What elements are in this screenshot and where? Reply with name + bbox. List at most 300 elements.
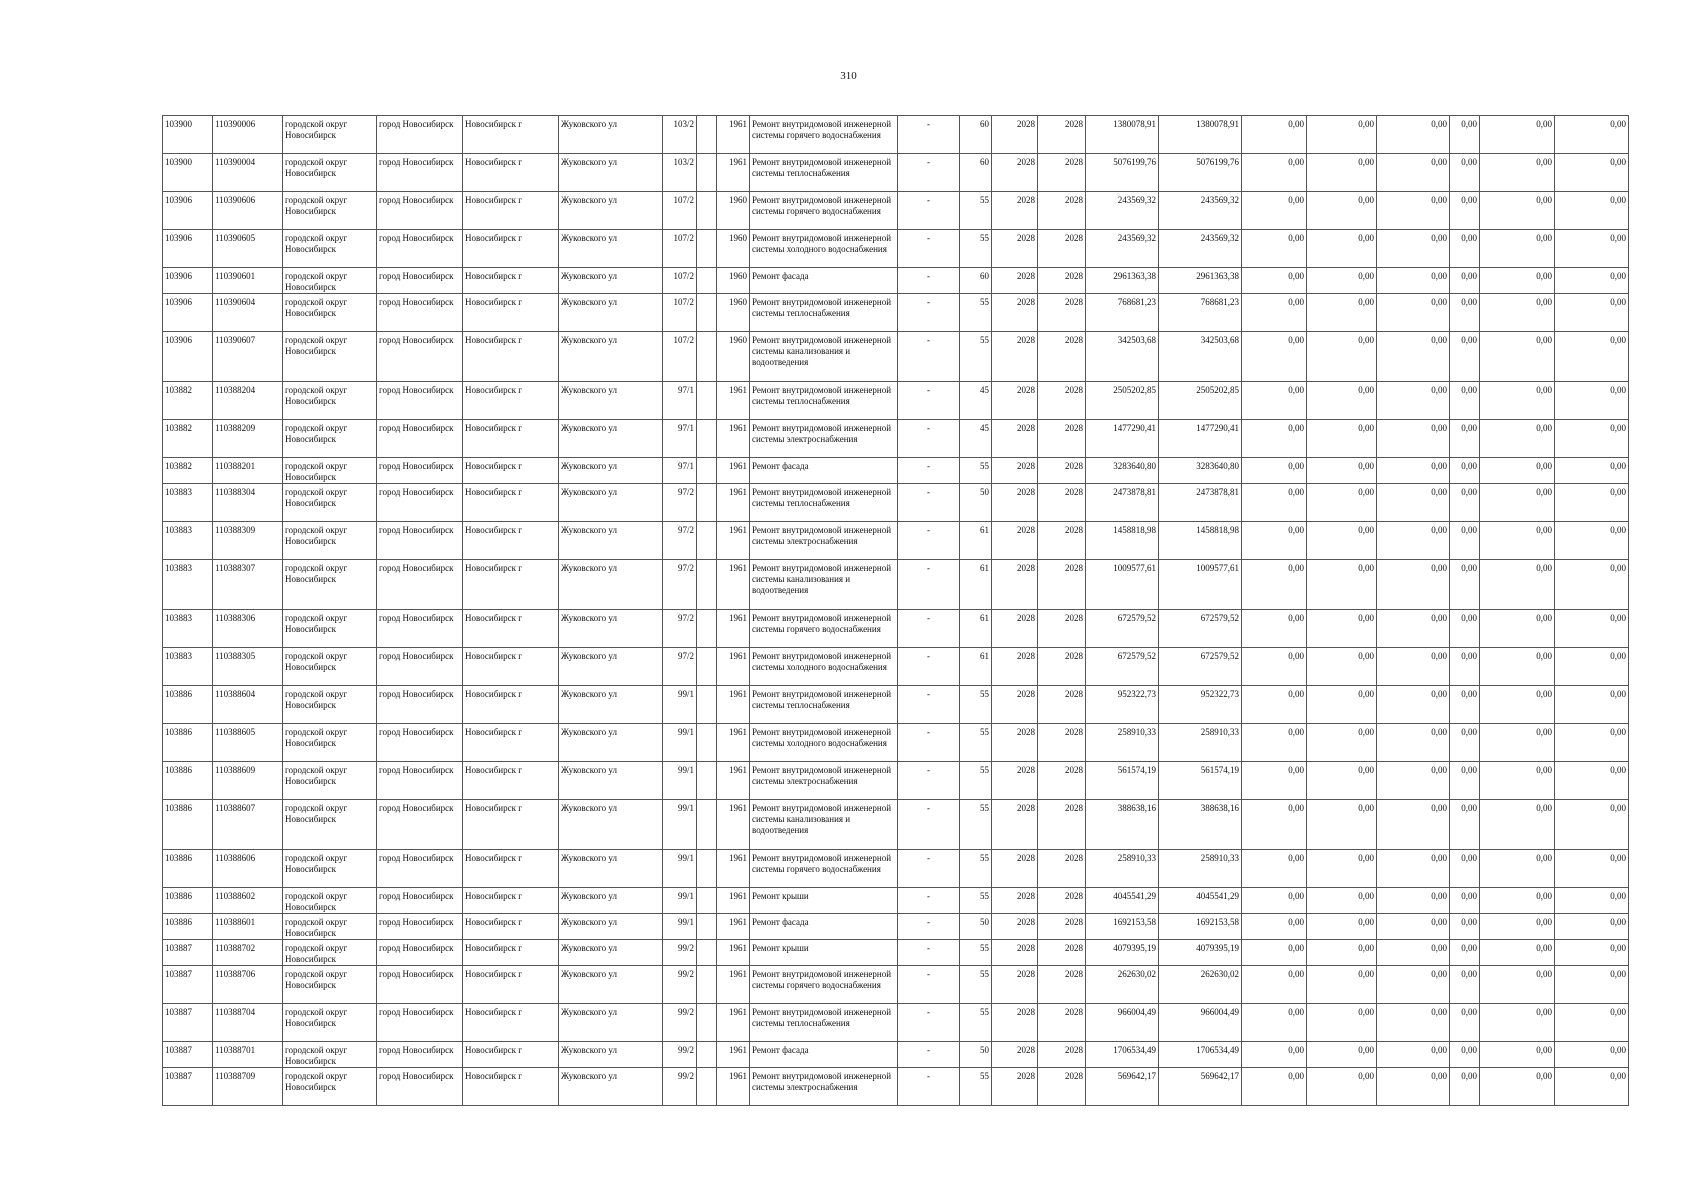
cell-house-number: 99/2 bbox=[663, 940, 697, 966]
cell-wear-percent: 55 bbox=[960, 940, 992, 966]
cell-cost-owners: 569642,17 bbox=[1159, 1068, 1242, 1106]
cell-element-id: 110388609 bbox=[213, 762, 283, 800]
cell-wear-percent: 45 bbox=[960, 382, 992, 420]
cell-locality: Новосибирск г bbox=[463, 686, 559, 724]
cell-fund-5: 0,00 bbox=[1480, 610, 1555, 648]
cell-dash: - bbox=[898, 294, 960, 332]
cell-cost-total: 1458818,98 bbox=[1086, 522, 1159, 560]
cell-building bbox=[697, 332, 717, 382]
cell-house-id: 103883 bbox=[163, 610, 213, 648]
cell-fund-1: 0,00 bbox=[1242, 888, 1307, 914]
cell-cost-owners: 388638,16 bbox=[1159, 800, 1242, 850]
cell-house-number: 97/2 bbox=[663, 560, 697, 610]
cell-fund-4: 0,00 bbox=[1450, 850, 1480, 888]
cell-cost-total: 3283640,80 bbox=[1086, 458, 1159, 484]
cell-street: Жуковского ул bbox=[559, 686, 663, 724]
cell-plan-year-start: 2028 bbox=[992, 382, 1038, 420]
cell-settlement: город Новосибирск bbox=[377, 192, 463, 230]
cell-settlement: город Новосибирск bbox=[377, 382, 463, 420]
cell-fund-1: 0,00 bbox=[1242, 800, 1307, 850]
cell-year-built: 1961 bbox=[717, 940, 750, 966]
cell-fund-4: 0,00 bbox=[1450, 610, 1480, 648]
cell-fund-3: 0,00 bbox=[1377, 800, 1450, 850]
cell-work-type: Ремонт внутридомовой инженерной системы теплоснабжения bbox=[750, 294, 898, 332]
table-row bbox=[163, 116, 1629, 154]
cell-wear-percent: 55 bbox=[960, 686, 992, 724]
cell-fund-2: 0,00 bbox=[1307, 966, 1377, 1004]
cell-building bbox=[697, 648, 717, 686]
cell-settlement: город Новосибирск bbox=[377, 116, 463, 154]
cell-house-number: 103/2 bbox=[663, 154, 697, 192]
cell-element-id: 110388702 bbox=[213, 940, 283, 966]
cell-fund-1: 0,00 bbox=[1242, 914, 1307, 940]
cell-locality: Новосибирск г bbox=[463, 850, 559, 888]
cell-cost-total: 4045541,29 bbox=[1086, 888, 1159, 914]
cell-fund-2: 0,00 bbox=[1307, 420, 1377, 458]
cell-settlement: город Новосибирск bbox=[377, 230, 463, 268]
cell-fund-5: 0,00 bbox=[1480, 1004, 1555, 1042]
cell-street: Жуковского ул bbox=[559, 1042, 663, 1068]
cell-cost-owners: 4045541,29 bbox=[1159, 888, 1242, 914]
cell-house-id: 103906 bbox=[163, 294, 213, 332]
cell-dash: - bbox=[898, 940, 960, 966]
cell-fund-6: 0,00 bbox=[1555, 1042, 1629, 1068]
cell-cost-total: 4079395,19 bbox=[1086, 940, 1159, 966]
table-row bbox=[163, 522, 1629, 560]
cell-wear-percent: 55 bbox=[960, 966, 992, 1004]
cell-house-id: 103882 bbox=[163, 420, 213, 458]
cell-fund-2: 0,00 bbox=[1307, 762, 1377, 800]
cell-fund-6: 0,00 bbox=[1555, 458, 1629, 484]
cell-locality: Новосибирск г bbox=[463, 484, 559, 522]
cell-year-built: 1961 bbox=[717, 724, 750, 762]
cell-fund-4: 0,00 bbox=[1450, 762, 1480, 800]
cell-building bbox=[697, 230, 717, 268]
cell-fund-5: 0,00 bbox=[1480, 560, 1555, 610]
cell-fund-2: 0,00 bbox=[1307, 332, 1377, 382]
cell-plan-year-start: 2028 bbox=[992, 230, 1038, 268]
cell-fund-3: 0,00 bbox=[1377, 686, 1450, 724]
cell-work-type: Ремонт внутридомовой инженерной системы горячего водоснабжения bbox=[750, 610, 898, 648]
cell-work-type: Ремонт внутридомовой инженерной системы теплоснабжения bbox=[750, 686, 898, 724]
cell-fund-4: 0,00 bbox=[1450, 1042, 1480, 1068]
cell-dash: - bbox=[898, 154, 960, 192]
cell-fund-3: 0,00 bbox=[1377, 610, 1450, 648]
cell-wear-percent: 60 bbox=[960, 268, 992, 294]
cell-municipality: городской округ Новосибирск bbox=[283, 940, 377, 966]
cell-municipality: городской округ Новосибирск bbox=[283, 484, 377, 522]
table-row bbox=[163, 294, 1629, 332]
cell-element-id: 110388605 bbox=[213, 724, 283, 762]
cell-house-number: 99/1 bbox=[663, 914, 697, 940]
cell-plan-year-start: 2028 bbox=[992, 800, 1038, 850]
cell-fund-4: 0,00 bbox=[1450, 940, 1480, 966]
cell-element-id: 110390601 bbox=[213, 268, 283, 294]
cell-fund-4: 0,00 bbox=[1450, 686, 1480, 724]
cell-year-built: 1961 bbox=[717, 484, 750, 522]
cell-fund-2: 0,00 bbox=[1307, 724, 1377, 762]
cell-plan-year-start: 2028 bbox=[992, 458, 1038, 484]
cell-plan-year-end: 2028 bbox=[1038, 484, 1086, 522]
cell-locality: Новосибирск г bbox=[463, 610, 559, 648]
cell-building bbox=[697, 966, 717, 1004]
cell-fund-3: 0,00 bbox=[1377, 940, 1450, 966]
cell-element-id: 110388209 bbox=[213, 420, 283, 458]
cell-fund-4: 0,00 bbox=[1450, 724, 1480, 762]
cell-plan-year-start: 2028 bbox=[992, 762, 1038, 800]
cell-wear-percent: 60 bbox=[960, 154, 992, 192]
cell-locality: Новосибирск г bbox=[463, 268, 559, 294]
cell-work-type: Ремонт внутридомовой инженерной системы теплоснабжения bbox=[750, 154, 898, 192]
cell-fund-4: 0,00 bbox=[1450, 1068, 1480, 1106]
cell-work-type: Ремонт внутридомовой инженерной системы электроснабжения bbox=[750, 1068, 898, 1106]
cell-fund-5: 0,00 bbox=[1480, 230, 1555, 268]
cell-fund-4: 0,00 bbox=[1450, 1004, 1480, 1042]
cell-street: Жуковского ул bbox=[559, 294, 663, 332]
cell-fund-2: 0,00 bbox=[1307, 850, 1377, 888]
cell-fund-6: 0,00 bbox=[1555, 230, 1629, 268]
cell-house-id: 103886 bbox=[163, 850, 213, 888]
cell-year-built: 1961 bbox=[717, 382, 750, 420]
cell-plan-year-end: 2028 bbox=[1038, 724, 1086, 762]
cell-cost-owners: 2505202,85 bbox=[1159, 382, 1242, 420]
cell-fund-4: 0,00 bbox=[1450, 800, 1480, 850]
cell-house-id: 103883 bbox=[163, 522, 213, 560]
cell-element-id: 110390004 bbox=[213, 154, 283, 192]
cell-house-number: 97/2 bbox=[663, 484, 697, 522]
cell-fund-5: 0,00 bbox=[1480, 1042, 1555, 1068]
table-row bbox=[163, 914, 1629, 940]
cell-plan-year-start: 2028 bbox=[992, 940, 1038, 966]
cell-fund-1: 0,00 bbox=[1242, 192, 1307, 230]
cell-fund-4: 0,00 bbox=[1450, 522, 1480, 560]
cell-fund-3: 0,00 bbox=[1377, 154, 1450, 192]
cell-municipality: городской округ Новосибирск bbox=[283, 294, 377, 332]
cell-municipality: городской округ Новосибирск bbox=[283, 420, 377, 458]
cell-house-id: 103900 bbox=[163, 116, 213, 154]
cell-fund-2: 0,00 bbox=[1307, 940, 1377, 966]
cell-cost-total: 1380078,91 bbox=[1086, 116, 1159, 154]
cell-fund-4: 0,00 bbox=[1450, 458, 1480, 484]
cell-street: Жуковского ул bbox=[559, 484, 663, 522]
cell-cost-total: 768681,23 bbox=[1086, 294, 1159, 332]
cell-house-id: 103883 bbox=[163, 560, 213, 610]
cell-fund-4: 0,00 bbox=[1450, 192, 1480, 230]
table-row bbox=[163, 762, 1629, 800]
cell-building bbox=[697, 1042, 717, 1068]
table-row bbox=[163, 888, 1629, 914]
cell-wear-percent: 61 bbox=[960, 560, 992, 610]
cell-building bbox=[697, 888, 717, 914]
cell-element-id: 110388309 bbox=[213, 522, 283, 560]
cell-fund-4: 0,00 bbox=[1450, 294, 1480, 332]
cell-plan-year-end: 2028 bbox=[1038, 230, 1086, 268]
cell-year-built: 1961 bbox=[717, 1004, 750, 1042]
cell-element-id: 110388602 bbox=[213, 888, 283, 914]
cell-building bbox=[697, 914, 717, 940]
cell-cost-total: 1692153,58 bbox=[1086, 914, 1159, 940]
cell-work-type: Ремонт внутридомовой инженерной системы теплоснабжения bbox=[750, 484, 898, 522]
cell-fund-5: 0,00 bbox=[1480, 458, 1555, 484]
cell-dash: - bbox=[898, 800, 960, 850]
cell-wear-percent: 55 bbox=[960, 888, 992, 914]
cell-work-type: Ремонт фасада bbox=[750, 458, 898, 484]
cell-fund-3: 0,00 bbox=[1377, 420, 1450, 458]
cell-fund-6: 0,00 bbox=[1555, 1004, 1629, 1042]
cell-year-built: 1960 bbox=[717, 268, 750, 294]
cell-fund-5: 0,00 bbox=[1480, 724, 1555, 762]
cell-house-number: 97/2 bbox=[663, 610, 697, 648]
cell-cost-total: 2505202,85 bbox=[1086, 382, 1159, 420]
cell-building bbox=[697, 116, 717, 154]
cell-work-type: Ремонт внутридомовой инженерной системы канализования и водоотведения bbox=[750, 332, 898, 382]
cell-plan-year-start: 2028 bbox=[992, 1068, 1038, 1106]
cell-fund-6: 0,00 bbox=[1555, 382, 1629, 420]
cell-dash: - bbox=[898, 420, 960, 458]
cell-fund-1: 0,00 bbox=[1242, 762, 1307, 800]
cell-plan-year-end: 2028 bbox=[1038, 940, 1086, 966]
cell-locality: Новосибирск г bbox=[463, 888, 559, 914]
cell-building bbox=[697, 382, 717, 420]
cell-settlement: город Новосибирск bbox=[377, 268, 463, 294]
cell-dash: - bbox=[898, 268, 960, 294]
cell-year-built: 1960 bbox=[717, 332, 750, 382]
cell-settlement: город Новосибирск bbox=[377, 1004, 463, 1042]
cell-fund-6: 0,00 bbox=[1555, 724, 1629, 762]
cell-fund-2: 0,00 bbox=[1307, 382, 1377, 420]
table-row bbox=[163, 850, 1629, 888]
cell-fund-2: 0,00 bbox=[1307, 230, 1377, 268]
cell-work-type: Ремонт внутридомовой инженерной системы электроснабжения bbox=[750, 522, 898, 560]
cell-cost-total: 2473878,81 bbox=[1086, 484, 1159, 522]
cell-element-id: 110388204 bbox=[213, 382, 283, 420]
cell-fund-5: 0,00 bbox=[1480, 914, 1555, 940]
cell-settlement: город Новосибирск bbox=[377, 762, 463, 800]
cell-cost-owners: 3283640,80 bbox=[1159, 458, 1242, 484]
cell-fund-3: 0,00 bbox=[1377, 1068, 1450, 1106]
cell-fund-1: 0,00 bbox=[1242, 686, 1307, 724]
cell-fund-4: 0,00 bbox=[1450, 648, 1480, 686]
cell-municipality: городской округ Новосибирск bbox=[283, 116, 377, 154]
cell-street: Жуковского ул bbox=[559, 724, 663, 762]
cell-fund-4: 0,00 bbox=[1450, 966, 1480, 1004]
table-row bbox=[163, 686, 1629, 724]
cell-municipality: городской округ Новосибирск bbox=[283, 560, 377, 610]
cell-municipality: городской округ Новосибирск bbox=[283, 966, 377, 1004]
cell-element-id: 110390607 bbox=[213, 332, 283, 382]
cell-street: Жуковского ул bbox=[559, 610, 663, 648]
cell-cost-total: 258910,33 bbox=[1086, 850, 1159, 888]
table-row bbox=[163, 724, 1629, 762]
table-row bbox=[163, 1042, 1629, 1068]
cell-house-id: 103882 bbox=[163, 382, 213, 420]
cell-cost-total: 2961363,38 bbox=[1086, 268, 1159, 294]
cell-fund-5: 0,00 bbox=[1480, 1068, 1555, 1106]
cell-wear-percent: 55 bbox=[960, 192, 992, 230]
cell-fund-5: 0,00 bbox=[1480, 762, 1555, 800]
cell-dash: - bbox=[898, 1004, 960, 1042]
cell-element-id: 110388604 bbox=[213, 686, 283, 724]
cell-plan-year-end: 2028 bbox=[1038, 154, 1086, 192]
cell-fund-3: 0,00 bbox=[1377, 230, 1450, 268]
cell-building bbox=[697, 294, 717, 332]
cell-dash: - bbox=[898, 560, 960, 610]
cell-fund-6: 0,00 bbox=[1555, 484, 1629, 522]
cell-street: Жуковского ул bbox=[559, 648, 663, 686]
cell-dash: - bbox=[898, 914, 960, 940]
cell-fund-3: 0,00 bbox=[1377, 914, 1450, 940]
cell-fund-5: 0,00 bbox=[1480, 800, 1555, 850]
cell-fund-2: 0,00 bbox=[1307, 610, 1377, 648]
cell-house-id: 103886 bbox=[163, 762, 213, 800]
cell-house-number: 107/2 bbox=[663, 294, 697, 332]
table-row bbox=[163, 1004, 1629, 1042]
cell-fund-6: 0,00 bbox=[1555, 940, 1629, 966]
cell-street: Жуковского ул bbox=[559, 332, 663, 382]
cell-house-number: 97/1 bbox=[663, 382, 697, 420]
cell-cost-total: 952322,73 bbox=[1086, 686, 1159, 724]
cell-fund-3: 0,00 bbox=[1377, 850, 1450, 888]
cell-plan-year-start: 2028 bbox=[992, 332, 1038, 382]
cell-fund-4: 0,00 bbox=[1450, 560, 1480, 610]
cell-wear-percent: 55 bbox=[960, 762, 992, 800]
cell-cost-total: 1009577,61 bbox=[1086, 560, 1159, 610]
cell-element-id: 110388601 bbox=[213, 914, 283, 940]
cell-fund-5: 0,00 bbox=[1480, 192, 1555, 230]
cell-fund-1: 0,00 bbox=[1242, 724, 1307, 762]
cell-plan-year-end: 2028 bbox=[1038, 648, 1086, 686]
cell-house-id: 103886 bbox=[163, 914, 213, 940]
cell-plan-year-end: 2028 bbox=[1038, 914, 1086, 940]
cell-plan-year-end: 2028 bbox=[1038, 294, 1086, 332]
cell-plan-year-start: 2028 bbox=[992, 1042, 1038, 1068]
cell-fund-4: 0,00 bbox=[1450, 914, 1480, 940]
cell-work-type: Ремонт внутридомовой инженерной системы теплоснабжения bbox=[750, 1004, 898, 1042]
cell-house-id: 103886 bbox=[163, 888, 213, 914]
cell-work-type: Ремонт фасада bbox=[750, 1042, 898, 1068]
table-row bbox=[163, 230, 1629, 268]
cell-fund-3: 0,00 bbox=[1377, 458, 1450, 484]
cell-municipality: городской округ Новосибирск bbox=[283, 154, 377, 192]
cell-plan-year-start: 2028 bbox=[992, 966, 1038, 1004]
cell-building bbox=[697, 420, 717, 458]
cell-dash: - bbox=[898, 230, 960, 268]
cell-wear-percent: 50 bbox=[960, 484, 992, 522]
cell-fund-2: 0,00 bbox=[1307, 648, 1377, 686]
cell-cost-owners: 258910,33 bbox=[1159, 724, 1242, 762]
cell-cost-owners: 2961363,38 bbox=[1159, 268, 1242, 294]
cell-year-built: 1961 bbox=[717, 116, 750, 154]
cell-cost-total: 342503,68 bbox=[1086, 332, 1159, 382]
cell-fund-6: 0,00 bbox=[1555, 850, 1629, 888]
table-row bbox=[163, 940, 1629, 966]
cell-year-built: 1961 bbox=[717, 888, 750, 914]
cell-house-number: 99/1 bbox=[663, 800, 697, 850]
cell-fund-1: 0,00 bbox=[1242, 966, 1307, 1004]
cell-wear-percent: 50 bbox=[960, 914, 992, 940]
cell-wear-percent: 50 bbox=[960, 1042, 992, 1068]
cell-settlement: город Новосибирск bbox=[377, 850, 463, 888]
cell-fund-3: 0,00 bbox=[1377, 116, 1450, 154]
cell-house-id: 103906 bbox=[163, 332, 213, 382]
cell-plan-year-end: 2028 bbox=[1038, 686, 1086, 724]
cell-cost-owners: 1692153,58 bbox=[1159, 914, 1242, 940]
cell-cost-total: 569642,17 bbox=[1086, 1068, 1159, 1106]
cell-cost-total: 243569,32 bbox=[1086, 192, 1159, 230]
cell-plan-year-start: 2028 bbox=[992, 294, 1038, 332]
cell-dash: - bbox=[898, 332, 960, 382]
cell-year-built: 1961 bbox=[717, 762, 750, 800]
cell-house-id: 103886 bbox=[163, 686, 213, 724]
cell-fund-1: 0,00 bbox=[1242, 154, 1307, 192]
cell-wear-percent: 55 bbox=[960, 294, 992, 332]
cell-fund-3: 0,00 bbox=[1377, 724, 1450, 762]
cell-cost-owners: 2473878,81 bbox=[1159, 484, 1242, 522]
cell-fund-1: 0,00 bbox=[1242, 522, 1307, 560]
cell-wear-percent: 55 bbox=[960, 332, 992, 382]
cell-fund-1: 0,00 bbox=[1242, 1042, 1307, 1068]
cell-cost-total: 262630,02 bbox=[1086, 966, 1159, 1004]
cell-year-built: 1961 bbox=[717, 914, 750, 940]
cell-fund-5: 0,00 bbox=[1480, 268, 1555, 294]
cell-fund-2: 0,00 bbox=[1307, 1042, 1377, 1068]
cell-fund-1: 0,00 bbox=[1242, 484, 1307, 522]
cell-fund-1: 0,00 bbox=[1242, 940, 1307, 966]
cell-element-id: 110390604 bbox=[213, 294, 283, 332]
cell-municipality: городской округ Новосибирск bbox=[283, 914, 377, 940]
cell-cost-owners: 768681,23 bbox=[1159, 294, 1242, 332]
cell-plan-year-end: 2028 bbox=[1038, 966, 1086, 1004]
cell-building bbox=[697, 458, 717, 484]
cell-locality: Новосибирск г bbox=[463, 1042, 559, 1068]
cell-cost-owners: 258910,33 bbox=[1159, 850, 1242, 888]
cell-wear-percent: 61 bbox=[960, 522, 992, 560]
cell-building bbox=[697, 850, 717, 888]
cell-fund-6: 0,00 bbox=[1555, 686, 1629, 724]
cell-fund-2: 0,00 bbox=[1307, 1068, 1377, 1106]
cell-wear-percent: 55 bbox=[960, 1004, 992, 1042]
cell-year-built: 1961 bbox=[717, 522, 750, 560]
table-row bbox=[163, 800, 1629, 850]
cell-fund-6: 0,00 bbox=[1555, 154, 1629, 192]
cell-wear-percent: 55 bbox=[960, 1068, 992, 1106]
cell-fund-3: 0,00 bbox=[1377, 1004, 1450, 1042]
cell-fund-5: 0,00 bbox=[1480, 116, 1555, 154]
table-row bbox=[163, 268, 1629, 294]
cell-plan-year-start: 2028 bbox=[992, 686, 1038, 724]
cell-dash: - bbox=[898, 850, 960, 888]
cell-cost-owners: 243569,32 bbox=[1159, 192, 1242, 230]
cell-locality: Новосибирск г bbox=[463, 458, 559, 484]
cell-house-number: 97/1 bbox=[663, 420, 697, 458]
cell-wear-percent: 60 bbox=[960, 116, 992, 154]
cell-cost-total: 966004,49 bbox=[1086, 1004, 1159, 1042]
cell-element-id: 110390606 bbox=[213, 192, 283, 230]
cell-cost-total: 1477290,41 bbox=[1086, 420, 1159, 458]
cell-fund-2: 0,00 bbox=[1307, 522, 1377, 560]
cell-fund-6: 0,00 bbox=[1555, 192, 1629, 230]
cell-municipality: городской округ Новосибирск bbox=[283, 648, 377, 686]
cell-year-built: 1961 bbox=[717, 560, 750, 610]
cell-locality: Новосибирск г bbox=[463, 230, 559, 268]
cell-cost-total: 672579,52 bbox=[1086, 648, 1159, 686]
cell-settlement: город Новосибирск bbox=[377, 648, 463, 686]
cell-house-number: 99/1 bbox=[663, 762, 697, 800]
cell-settlement: город Новосибирск bbox=[377, 1068, 463, 1106]
cell-plan-year-start: 2028 bbox=[992, 192, 1038, 230]
cell-element-id: 110388709 bbox=[213, 1068, 283, 1106]
cell-cost-owners: 1458818,98 bbox=[1159, 522, 1242, 560]
